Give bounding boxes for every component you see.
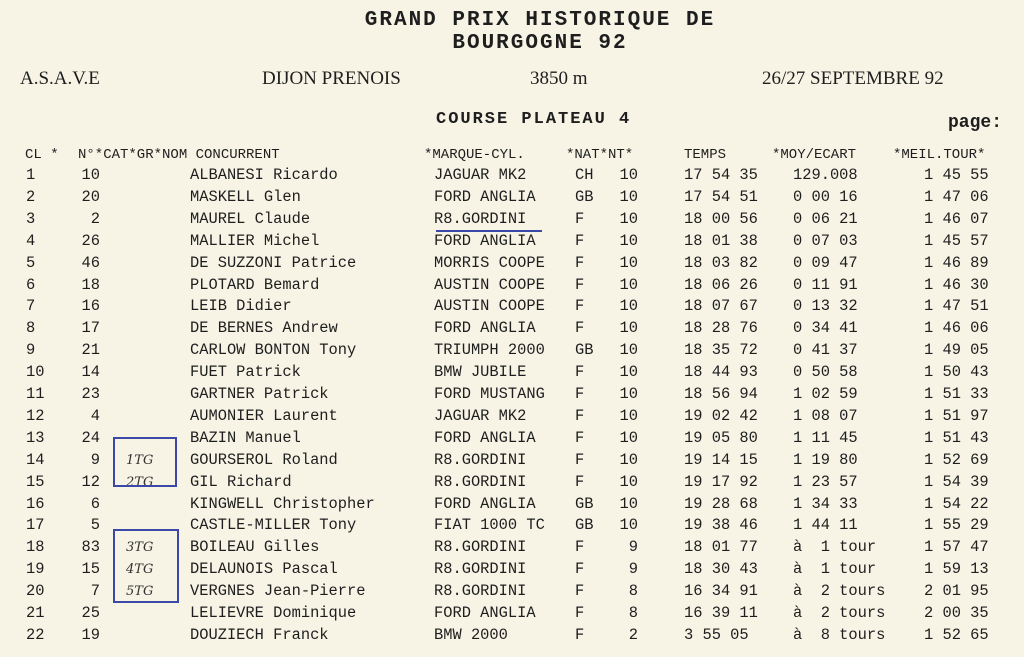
table-row bbox=[0, 276, 1024, 297]
cell-no: 26 bbox=[81, 231, 100, 250]
cell-nat: F bbox=[575, 253, 585, 272]
cell-temps: 19 28 68 bbox=[684, 494, 758, 513]
header-meil: *MEIL.TOUR* bbox=[893, 147, 986, 163]
cell-nat: F bbox=[575, 560, 585, 579]
cell-nt: 10 bbox=[619, 472, 638, 491]
cell-marque: AUSTIN COOPE bbox=[434, 297, 545, 316]
cell-meil: 1 46 89 bbox=[924, 253, 989, 272]
handwritten-box-bottom bbox=[113, 529, 179, 603]
cell-meil: 1 45 57 bbox=[924, 231, 989, 250]
cell-temps: 16 34 91 bbox=[684, 582, 758, 601]
cell-nat: F bbox=[575, 231, 585, 250]
distance: 3850 m bbox=[530, 68, 588, 89]
event-subtitle: BOURGOGNE 92 bbox=[452, 32, 628, 55]
cell-nom: MALLIER Michel bbox=[190, 231, 320, 250]
table-row bbox=[0, 254, 1024, 275]
header-cl: CL * bbox=[25, 147, 59, 163]
cell-temps: 3 55 05 bbox=[684, 625, 749, 644]
cell-nom: KINGWELL Christopher bbox=[190, 494, 375, 513]
cell-marque: BMW 2000 bbox=[434, 625, 508, 644]
cell-cl: 13 bbox=[26, 428, 45, 447]
cell-cat-handwritten: 5TG bbox=[126, 584, 154, 600]
cell-nom: GOURSEROL Roland bbox=[190, 450, 338, 469]
cell-nom: BAZIN Manuel bbox=[190, 428, 301, 447]
cell-nt: 10 bbox=[619, 231, 638, 250]
cell-no: 25 bbox=[81, 604, 100, 622]
cell-nt: 10 bbox=[619, 450, 638, 469]
cell-no: 83 bbox=[81, 538, 100, 557]
cell-temps: 19 38 46 bbox=[684, 516, 758, 535]
cell-no: 19 bbox=[81, 625, 100, 644]
page-label: page: bbox=[948, 113, 1003, 133]
cell-meil: 1 57 47 bbox=[924, 538, 989, 557]
cell-nat: F bbox=[575, 450, 585, 469]
cell-nat: F bbox=[575, 319, 585, 338]
cell-nom: FUET Patrick bbox=[190, 363, 301, 382]
cell-nom: MAUREL Claude bbox=[190, 209, 311, 228]
cell-moy: 1 34 33 bbox=[793, 494, 858, 513]
cell-moy: 0 00 16 bbox=[793, 187, 858, 206]
cell-nt: 8 bbox=[628, 582, 638, 601]
event-title: GRAND PRIX HISTORIQUE DE bbox=[364, 9, 716, 32]
cell-marque: FORD ANGLIA bbox=[434, 187, 536, 206]
cell-marque: FIAT 1000 TC bbox=[434, 516, 545, 535]
cell-marque: R8.GORDINI bbox=[434, 450, 527, 469]
cell-marque: R8.GORDINI bbox=[434, 209, 527, 228]
cell-nt: 10 bbox=[619, 253, 638, 272]
cell-meil: 1 52 65 bbox=[924, 625, 989, 644]
cell-nat: GB bbox=[575, 516, 594, 535]
cell-nom: GARTNER Patrick bbox=[190, 385, 329, 403]
header-nat: *NAT*NT* bbox=[566, 147, 634, 163]
cell-temps: 18 06 26 bbox=[684, 275, 758, 294]
cell-cat-handwritten: 3TG bbox=[126, 540, 154, 556]
cell-no: 12 bbox=[81, 472, 100, 491]
cell-meil: 1 46 06 bbox=[924, 319, 989, 338]
cell-nt: 10 bbox=[619, 363, 638, 382]
cell-meil: 1 54 39 bbox=[924, 472, 989, 491]
cell-meil: 1 46 07 bbox=[924, 209, 989, 228]
cell-moy: 1 23 57 bbox=[793, 472, 858, 491]
cell-nom: PLOTARD Bemard bbox=[190, 275, 320, 294]
cell-cat-handwritten: 1TG bbox=[126, 452, 154, 468]
cell-nat: GB bbox=[575, 341, 594, 360]
cell-meil: 1 52 69 bbox=[924, 450, 989, 469]
cell-nom: LEIB Didier bbox=[190, 297, 292, 316]
cell-nt: 10 bbox=[619, 319, 638, 338]
cell-moy: 129.008 bbox=[793, 166, 858, 184]
cell-nom: CASTLE-MILLER Tony bbox=[190, 516, 357, 535]
cell-marque: TRIUMPH 2000 bbox=[434, 341, 545, 360]
cell-moy: 0 07 03 bbox=[793, 231, 858, 250]
cell-cl: 11 bbox=[26, 385, 45, 403]
cell-temps: 18 00 56 bbox=[684, 209, 758, 228]
cell-temps: 18 03 82 bbox=[684, 253, 758, 272]
table-row bbox=[0, 407, 1024, 428]
cell-cl: 22 bbox=[26, 625, 45, 644]
cell-nt: 10 bbox=[619, 187, 638, 206]
cell-meil: 2 00 35 bbox=[924, 604, 989, 622]
cell-cl: 16 bbox=[26, 494, 45, 513]
cell-cl: 15 bbox=[26, 472, 45, 491]
cell-moy: 0 34 41 bbox=[793, 319, 858, 338]
cell-moy: à 1 tour bbox=[793, 560, 877, 579]
cell-nat: F bbox=[575, 538, 585, 557]
cell-meil: 1 50 43 bbox=[924, 363, 989, 382]
cell-moy: 1 02 59 bbox=[793, 385, 858, 403]
cell-moy: 0 13 32 bbox=[793, 297, 858, 316]
cell-marque: JAGUAR MK2 bbox=[434, 406, 527, 425]
cell-nat: F bbox=[575, 275, 585, 294]
cell-meil: 1 47 06 bbox=[924, 187, 989, 206]
cell-nat: F bbox=[575, 297, 585, 316]
cell-nom: DE SUZZONI Patrice bbox=[190, 253, 357, 272]
cell-nt: 10 bbox=[619, 406, 638, 425]
cell-no: 20 bbox=[81, 187, 100, 206]
cell-moy: à 2 tours bbox=[793, 604, 886, 622]
table-row bbox=[0, 297, 1024, 318]
cell-nt: 10 bbox=[619, 297, 638, 316]
cell-moy: 0 06 21 bbox=[793, 209, 858, 228]
event-date: 26/27 SEPTEMBRE 92 bbox=[762, 68, 944, 89]
cell-cat-handwritten: 2TG bbox=[126, 474, 154, 490]
table-row bbox=[0, 341, 1024, 362]
table-row bbox=[0, 604, 1024, 625]
course-name: COURSE PLATEAU 4 bbox=[436, 110, 632, 129]
table-row bbox=[0, 363, 1024, 384]
cell-cl: 10 bbox=[26, 363, 45, 382]
cell-marque: FORD ANGLIA bbox=[434, 319, 536, 338]
cell-temps: 17 54 51 bbox=[684, 187, 758, 206]
cell-temps: 19 05 80 bbox=[684, 428, 758, 447]
cell-no: 6 bbox=[90, 494, 100, 513]
cell-temps: 19 17 92 bbox=[684, 472, 758, 491]
cell-cl: 18 bbox=[26, 538, 45, 557]
cell-nom: CARLOW BONTON Tony bbox=[190, 341, 357, 360]
cell-no: 24 bbox=[81, 428, 100, 447]
cell-cl: 6 bbox=[26, 275, 36, 294]
cell-marque: FORD ANGLIA bbox=[434, 604, 536, 622]
cell-temps: 17 54 35 bbox=[684, 166, 758, 184]
cell-cat-handwritten: 4TG bbox=[126, 562, 154, 578]
cell-nom: DELAUNOIS Pascal bbox=[190, 560, 338, 579]
cell-no: 17 bbox=[81, 319, 100, 338]
cell-nat: F bbox=[575, 406, 585, 425]
cell-marque: FORD ANGLIA bbox=[434, 494, 536, 513]
cell-meil: 1 46 30 bbox=[924, 275, 989, 294]
cell-no: 7 bbox=[90, 582, 100, 601]
table-row bbox=[0, 232, 1024, 253]
cell-nom: GIL Richard bbox=[190, 472, 292, 491]
cell-meil: 1 59 13 bbox=[924, 560, 989, 579]
table-row bbox=[0, 626, 1024, 647]
cell-cl: 20 bbox=[26, 582, 45, 601]
table-row bbox=[0, 385, 1024, 406]
cell-nt: 10 bbox=[619, 516, 638, 535]
cell-meil: 1 49 05 bbox=[924, 341, 989, 360]
cell-moy: 1 44 11 bbox=[793, 516, 858, 535]
cell-moy: 1 11 45 bbox=[793, 428, 858, 447]
cell-marque: FORD ANGLIA bbox=[434, 428, 536, 447]
cell-moy: à 2 tours bbox=[793, 582, 886, 601]
cell-no: 2 bbox=[90, 209, 100, 228]
cell-marque: R8.GORDINI bbox=[434, 560, 527, 579]
cell-marque: AUSTIN COOPE bbox=[434, 275, 545, 294]
table-row bbox=[0, 188, 1024, 209]
cell-temps: 18 01 38 bbox=[684, 231, 758, 250]
cell-nt: 9 bbox=[628, 538, 638, 557]
cell-temps: 19 14 15 bbox=[684, 450, 758, 469]
cell-nat: GB bbox=[575, 187, 594, 206]
cell-cl: 1 bbox=[26, 166, 36, 184]
table-row bbox=[0, 210, 1024, 231]
cell-nom: DOUZIECH Franck bbox=[190, 625, 329, 644]
cell-nom: BOILEAU Gilles bbox=[190, 538, 320, 557]
cell-moy: 0 41 37 bbox=[793, 341, 858, 360]
cell-nat: F bbox=[575, 472, 585, 491]
cell-meil: 1 55 29 bbox=[924, 516, 989, 535]
cell-cl: 21 bbox=[26, 604, 45, 622]
cell-cl: 9 bbox=[26, 341, 36, 360]
cell-no: 18 bbox=[81, 275, 100, 294]
cell-temps: 18 01 77 bbox=[684, 538, 758, 557]
cell-nom: ALBANESI Ricardo bbox=[190, 166, 338, 184]
cell-meil: 1 54 22 bbox=[924, 494, 989, 513]
cell-temps: 19 02 42 bbox=[684, 406, 758, 425]
cell-no: 9 bbox=[90, 450, 100, 469]
cell-moy: 0 09 47 bbox=[793, 253, 858, 272]
cell-meil: 1 51 33 bbox=[924, 385, 989, 403]
cell-no: 46 bbox=[81, 253, 100, 272]
cell-cl: 17 bbox=[26, 516, 45, 535]
cell-no: 15 bbox=[81, 560, 100, 579]
cell-no: 16 bbox=[81, 297, 100, 316]
cell-nat: F bbox=[575, 363, 585, 382]
cell-moy: 1 08 07 bbox=[793, 406, 858, 425]
cell-marque: R8.GORDINI bbox=[434, 538, 527, 557]
circuit: DIJON PRENOIS bbox=[262, 68, 401, 89]
cell-nt: 2 bbox=[628, 625, 638, 644]
cell-nt: 8 bbox=[628, 604, 638, 622]
cell-nat: F bbox=[575, 428, 585, 447]
cell-no: 4 bbox=[90, 406, 100, 425]
cell-meil: 1 45 55 bbox=[924, 166, 989, 184]
cell-nat: F bbox=[575, 604, 585, 622]
cell-meil: 1 47 51 bbox=[924, 297, 989, 316]
cell-nat: F bbox=[575, 625, 585, 644]
cell-moy: à 8 tours bbox=[793, 625, 886, 644]
table-row bbox=[0, 495, 1024, 516]
cell-meil: 1 51 97 bbox=[924, 406, 989, 425]
cell-nt: 10 bbox=[619, 166, 638, 184]
table-row bbox=[0, 319, 1024, 340]
cell-cl: 12 bbox=[26, 406, 45, 425]
cell-no: 5 bbox=[90, 516, 100, 535]
cell-marque: MORRIS COOPE bbox=[434, 253, 545, 272]
cell-meil: 1 51 43 bbox=[924, 428, 989, 447]
cell-marque: BMW JUBILE bbox=[434, 363, 527, 382]
cell-nom: LELIEVRE Dominique bbox=[190, 604, 357, 622]
cell-cl: 3 bbox=[26, 209, 36, 228]
cell-nt: 10 bbox=[619, 209, 638, 228]
cell-nt: 10 bbox=[619, 341, 638, 360]
cell-nt: 10 bbox=[619, 275, 638, 294]
cell-meil: 2 01 95 bbox=[924, 582, 989, 601]
header-nom: N°*CAT*GR*NOM CONCURRENT bbox=[78, 147, 280, 163]
cell-cl: 5 bbox=[26, 253, 36, 272]
cell-temps: 18 44 93 bbox=[684, 363, 758, 382]
cell-nt: 10 bbox=[619, 385, 638, 403]
cell-cl: 8 bbox=[26, 319, 36, 338]
header-moy: *MOY/ECART bbox=[772, 147, 857, 163]
cell-nom: AUMONIER Laurent bbox=[190, 406, 338, 425]
table-row bbox=[0, 166, 1024, 187]
cell-moy: à 1 tour bbox=[793, 538, 877, 557]
cell-cl: 7 bbox=[26, 297, 36, 316]
cell-no: 10 bbox=[81, 166, 100, 184]
cell-no: 21 bbox=[81, 341, 100, 360]
cell-nat: F bbox=[575, 385, 585, 403]
cell-nom: MASKELL Glen bbox=[190, 187, 301, 206]
organizer: A.S.A.V.E bbox=[20, 68, 100, 89]
cell-cl: 2 bbox=[26, 187, 36, 206]
cell-nt: 10 bbox=[619, 494, 638, 513]
cell-nom: DE BERNES Andrew bbox=[190, 319, 338, 338]
cell-nat: F bbox=[575, 582, 585, 601]
underline-maurel-marque bbox=[436, 230, 542, 232]
cell-cl: 4 bbox=[26, 231, 36, 250]
cell-moy: 1 19 80 bbox=[793, 450, 858, 469]
handwritten-box-top bbox=[113, 437, 177, 487]
cell-cl: 19 bbox=[26, 560, 45, 579]
cell-moy: 0 11 91 bbox=[793, 275, 858, 294]
cell-temps: 18 28 76 bbox=[684, 319, 758, 338]
cell-temps: 18 35 72 bbox=[684, 341, 758, 360]
cell-no: 14 bbox=[81, 363, 100, 382]
cell-marque: FORD MUSTANG bbox=[434, 385, 545, 403]
cell-temps: 18 56 94 bbox=[684, 385, 758, 403]
cell-temps: 18 07 67 bbox=[684, 297, 758, 316]
cell-marque: R8.GORDINI bbox=[434, 582, 527, 601]
cell-cl: 14 bbox=[26, 450, 45, 469]
cell-temps: 18 30 43 bbox=[684, 560, 758, 579]
cell-moy: 0 50 58 bbox=[793, 363, 858, 382]
cell-temps: 16 39 11 bbox=[684, 604, 758, 622]
cell-nat: CH bbox=[575, 166, 594, 184]
cell-nt: 10 bbox=[619, 428, 638, 447]
cell-nat: GB bbox=[575, 494, 594, 513]
cell-no: 23 bbox=[81, 385, 100, 403]
cell-marque: FORD ANGLIA bbox=[434, 231, 536, 250]
cell-marque: JAGUAR MK2 bbox=[434, 166, 527, 184]
cell-nom: VERGNES Jean-Pierre bbox=[190, 582, 366, 601]
cell-nt: 9 bbox=[628, 560, 638, 579]
header-temps: TEMPS bbox=[684, 147, 727, 163]
cell-marque: R8.GORDINI bbox=[434, 472, 527, 491]
header-marque: *MARQUE-CYL. bbox=[424, 147, 525, 163]
cell-nat: F bbox=[575, 209, 585, 228]
